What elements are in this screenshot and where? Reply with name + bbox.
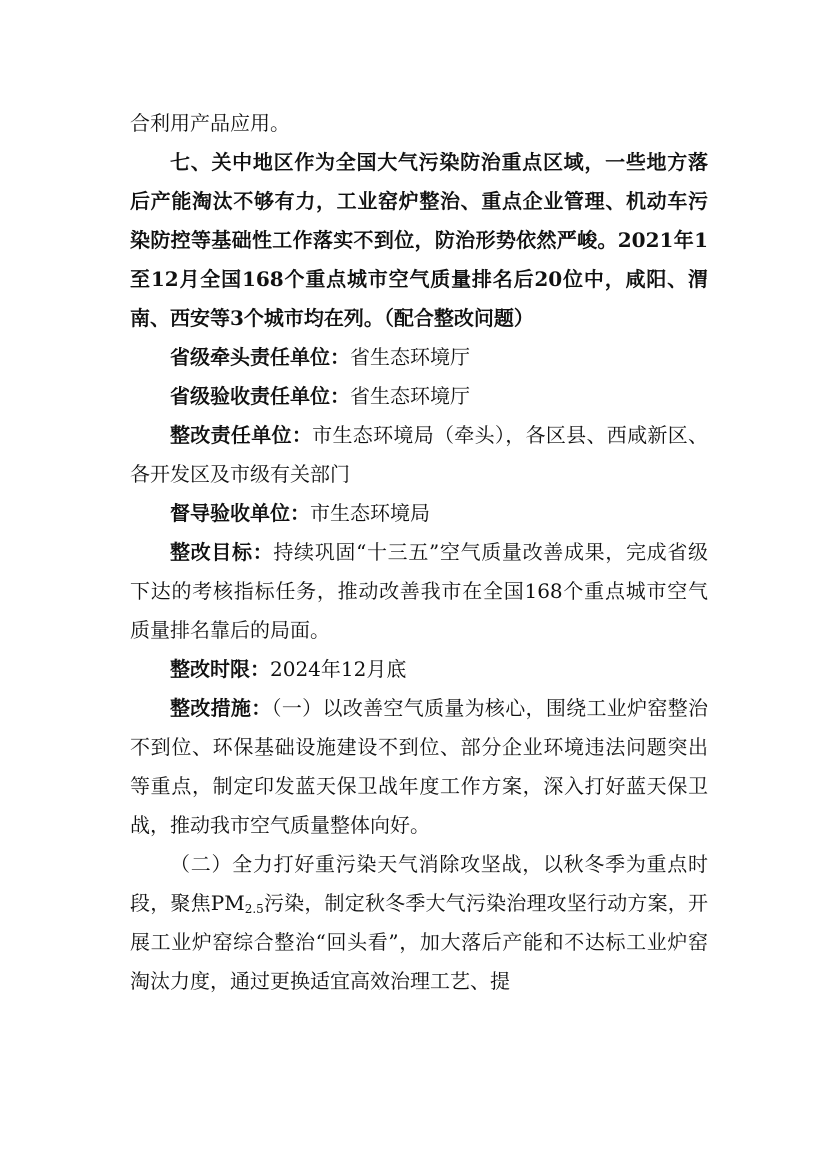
paragraph-rectification-deadline [130, 650, 708, 689]
field-label: 省级验收责任单位： [170, 384, 350, 408]
field-label: 整改时限： [170, 657, 270, 681]
field-value: 持续巩固“十三五”空气质量改善成果，完成省级下达的考核指标任务，推动改善我市在全国168个重点城市空气质量排名靠后的局面。 [130, 540, 708, 642]
field-value: （一）以改善空气质量为核心，围绕工业炉窑整治不到位、环保基础设施建设不到位、部分企业环境违法问题突出等重点，制定印发蓝天保卫战年度工作方案，深入打好蓝天保卫战，推动我市空气质量整体向好。 [130, 696, 709, 837]
paragraph-rectification-measures [130, 689, 708, 845]
measure-2-text-a: （二）全力打好重污染天气消除攻坚战，以秋冬季为重点时段，聚焦PM [130, 852, 708, 915]
paragraph-rectification-unit [130, 416, 708, 494]
measure-2-text-b: 污染，制定秋冬季大气污染治理攻坚行动方案，开展工业炉窑综合整治“回头看”，加大落后产能和不达标工业炉窑淘汰力度，通过更换适宜高效治理工艺、提 [130, 891, 709, 993]
field-label: 整改责任单位： [170, 423, 313, 447]
field-value: 2024年12月底 [270, 657, 407, 681]
paragraph-measure-2 [130, 845, 708, 1001]
field-value: 省生态环境厅 [350, 345, 470, 369]
field-value: 市生态环境局（牵头），各区县、西咸新区、各开发区及市级有关部门 [130, 423, 709, 486]
paragraph-provincial-acceptance-unit [130, 377, 708, 416]
field-label: 督导验收单位： [170, 501, 310, 525]
field-value: 省生态环境厅 [350, 384, 470, 408]
field-label: 整改措施： [170, 696, 272, 720]
field-value: 市生态环境局 [310, 501, 430, 525]
paragraph-continuation: 合利用产品应用。 [130, 111, 290, 135]
paragraph-supervision-unit [130, 494, 708, 533]
paragraph-rectification-target [130, 533, 708, 650]
paragraph-issue-7: 七、关中地区作为全国大气污染防治重点区域，一些地方落后产能淘汰不够有力，工业窑炉整治、重点企业管理、机动车污染防控等基础性工作落实不到位，防治形势依然严峻。2021年1至12月全国168个重点城市空气质量排名后20位中，咸阳、渭南、西安等3个城市均在列。（配合整改问题） [130, 150, 708, 330]
pm-subscript: 2.5 [244, 902, 264, 916]
field-label: 整改目标： [170, 540, 274, 564]
field-label: 省级牵头责任单位： [170, 345, 350, 369]
paragraph-provincial-lead-unit [130, 338, 708, 377]
